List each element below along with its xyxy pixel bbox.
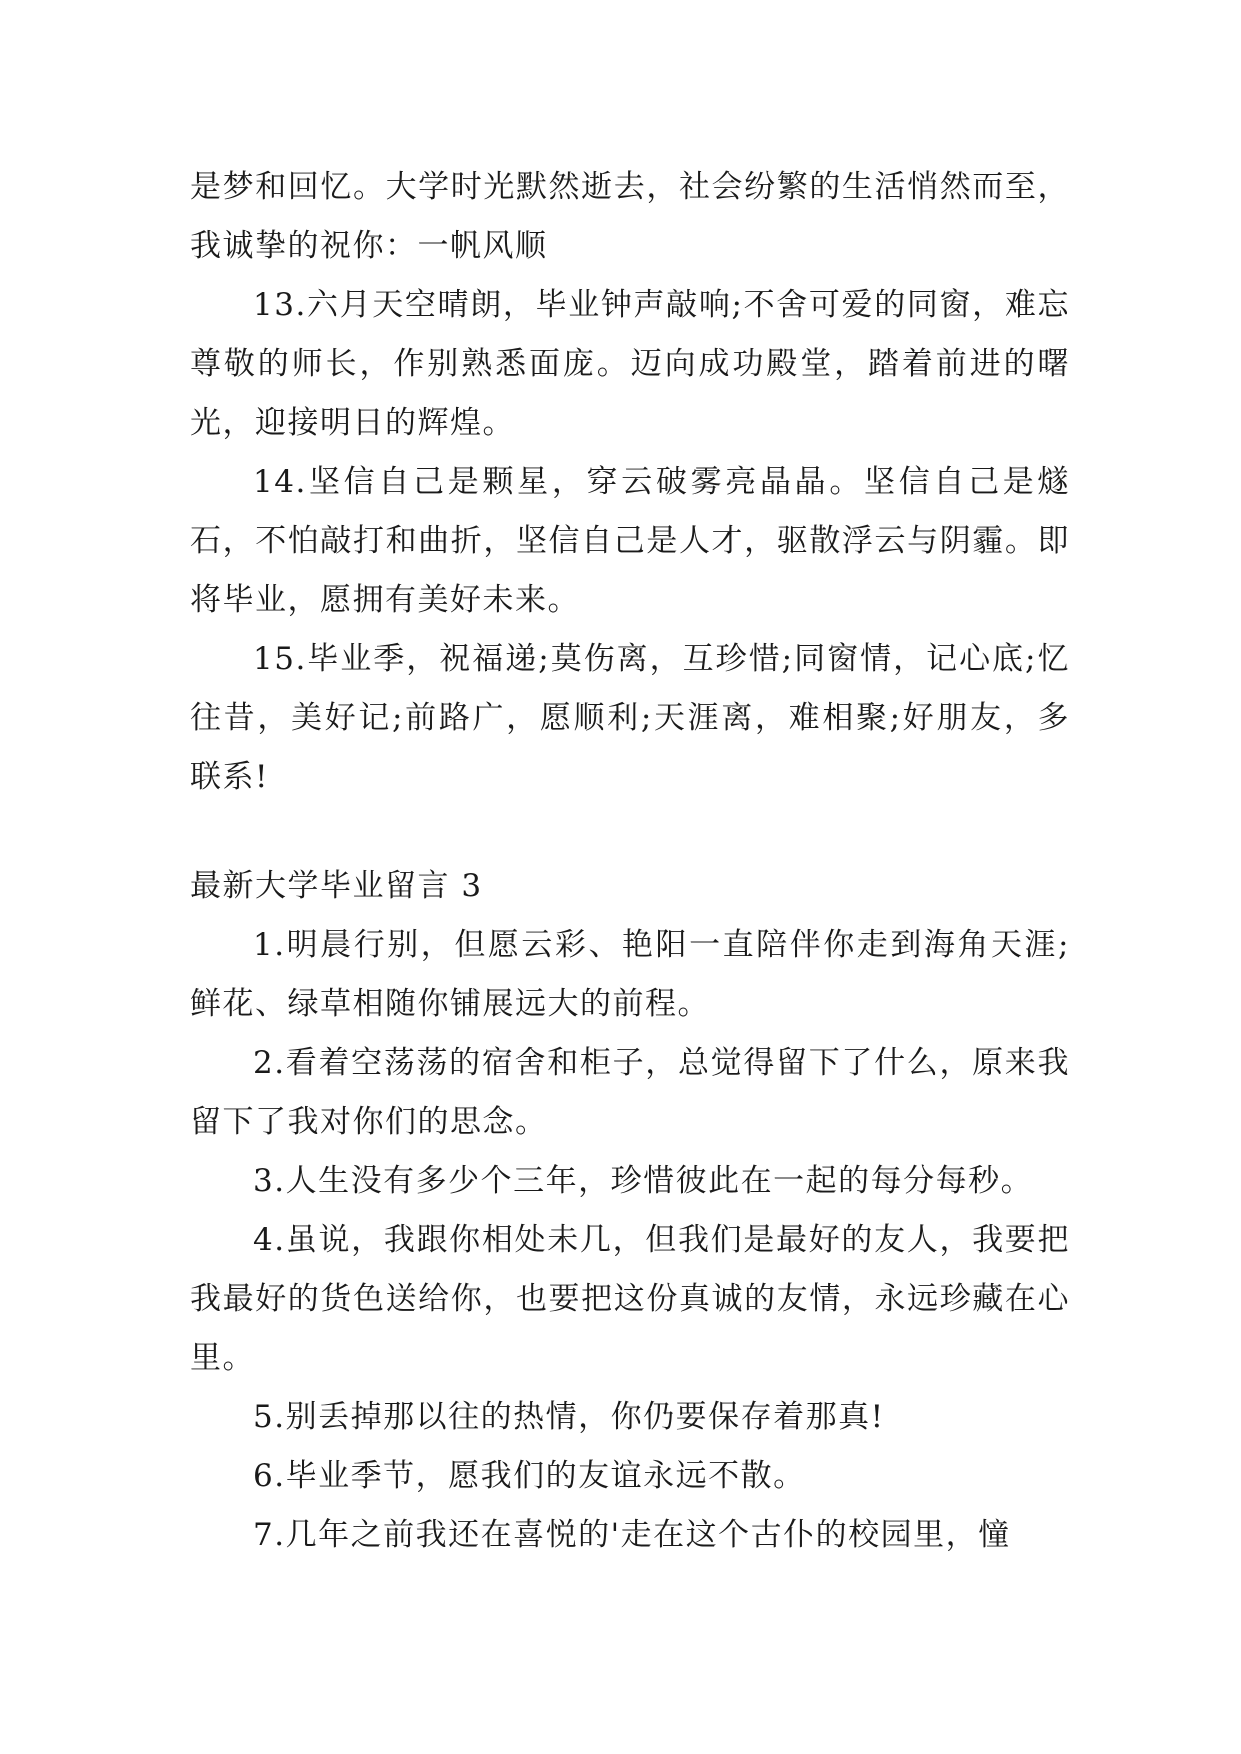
paragraph-b-2: 3.人生没有多少个三年，珍惜彼此在一起的每分每秒。	[253, 1163, 1034, 1199]
section-b	[190, 857, 1070, 1565]
paragraph-b-3: 4.虽说，我跟你相处未几，但我们是最好的友人，我要把我最好的货色送给你，也要把这份真诚的友情，永远珍藏在心里。	[190, 1222, 1070, 1376]
section-heading: 最新大学毕业留言 3	[190, 868, 483, 904]
paragraph-b-1: 2.看着空荡荡的宿舍和柜子，总觉得留下了什么，原来我留下了我对你们的思念。	[190, 1045, 1070, 1140]
paragraph-b-5: 6.毕业季节，愿我们的友谊永远不散。	[253, 1458, 806, 1494]
paragraph-b-0: 1.明晨行别，但愿云彩、艳阳一直陪伴你走到海角天涯;鲜花、绿草相随你铺展远大的前程。	[190, 927, 1070, 1022]
paragraph-a-2: 14.坚信自己是颗星，穿云破雾亮晶晶。坚信自己是燧石，不怕敲打和曲折，坚信自己是人才，驱散浮云与阴霾。即将毕业，愿拥有美好未来。	[190, 464, 1070, 618]
paragraph-a-3: 15.毕业季，祝福递;莫伤离，互珍惜;同窗情，记心底;忆往昔，美好记;前路广，愿顺利;天涯离，难相聚;好朋友，多联系!	[190, 641, 1070, 795]
paragraph-a-1: 13.六月天空晴朗，毕业钟声敲响;不舍可爱的同窗，难忘尊敬的师长，作别熟悉面庞。迈向成功殿堂，踏着前进的曙光，迎接明日的辉煌。	[190, 287, 1070, 441]
section-a	[190, 158, 1070, 807]
paragraph-a-0: 是梦和回忆。大学时光默然逝去，社会纷繁的生活悄然而至，我诚挚的祝你：一帆风顺	[190, 169, 1070, 264]
paragraph-b-4: 5.别丢掉那以往的热情，你仍要保存着那真!	[253, 1399, 885, 1435]
paragraph-b-6: 7.几年之前我还在喜悦的'走在这个古仆的校园里，憧	[253, 1517, 1011, 1553]
